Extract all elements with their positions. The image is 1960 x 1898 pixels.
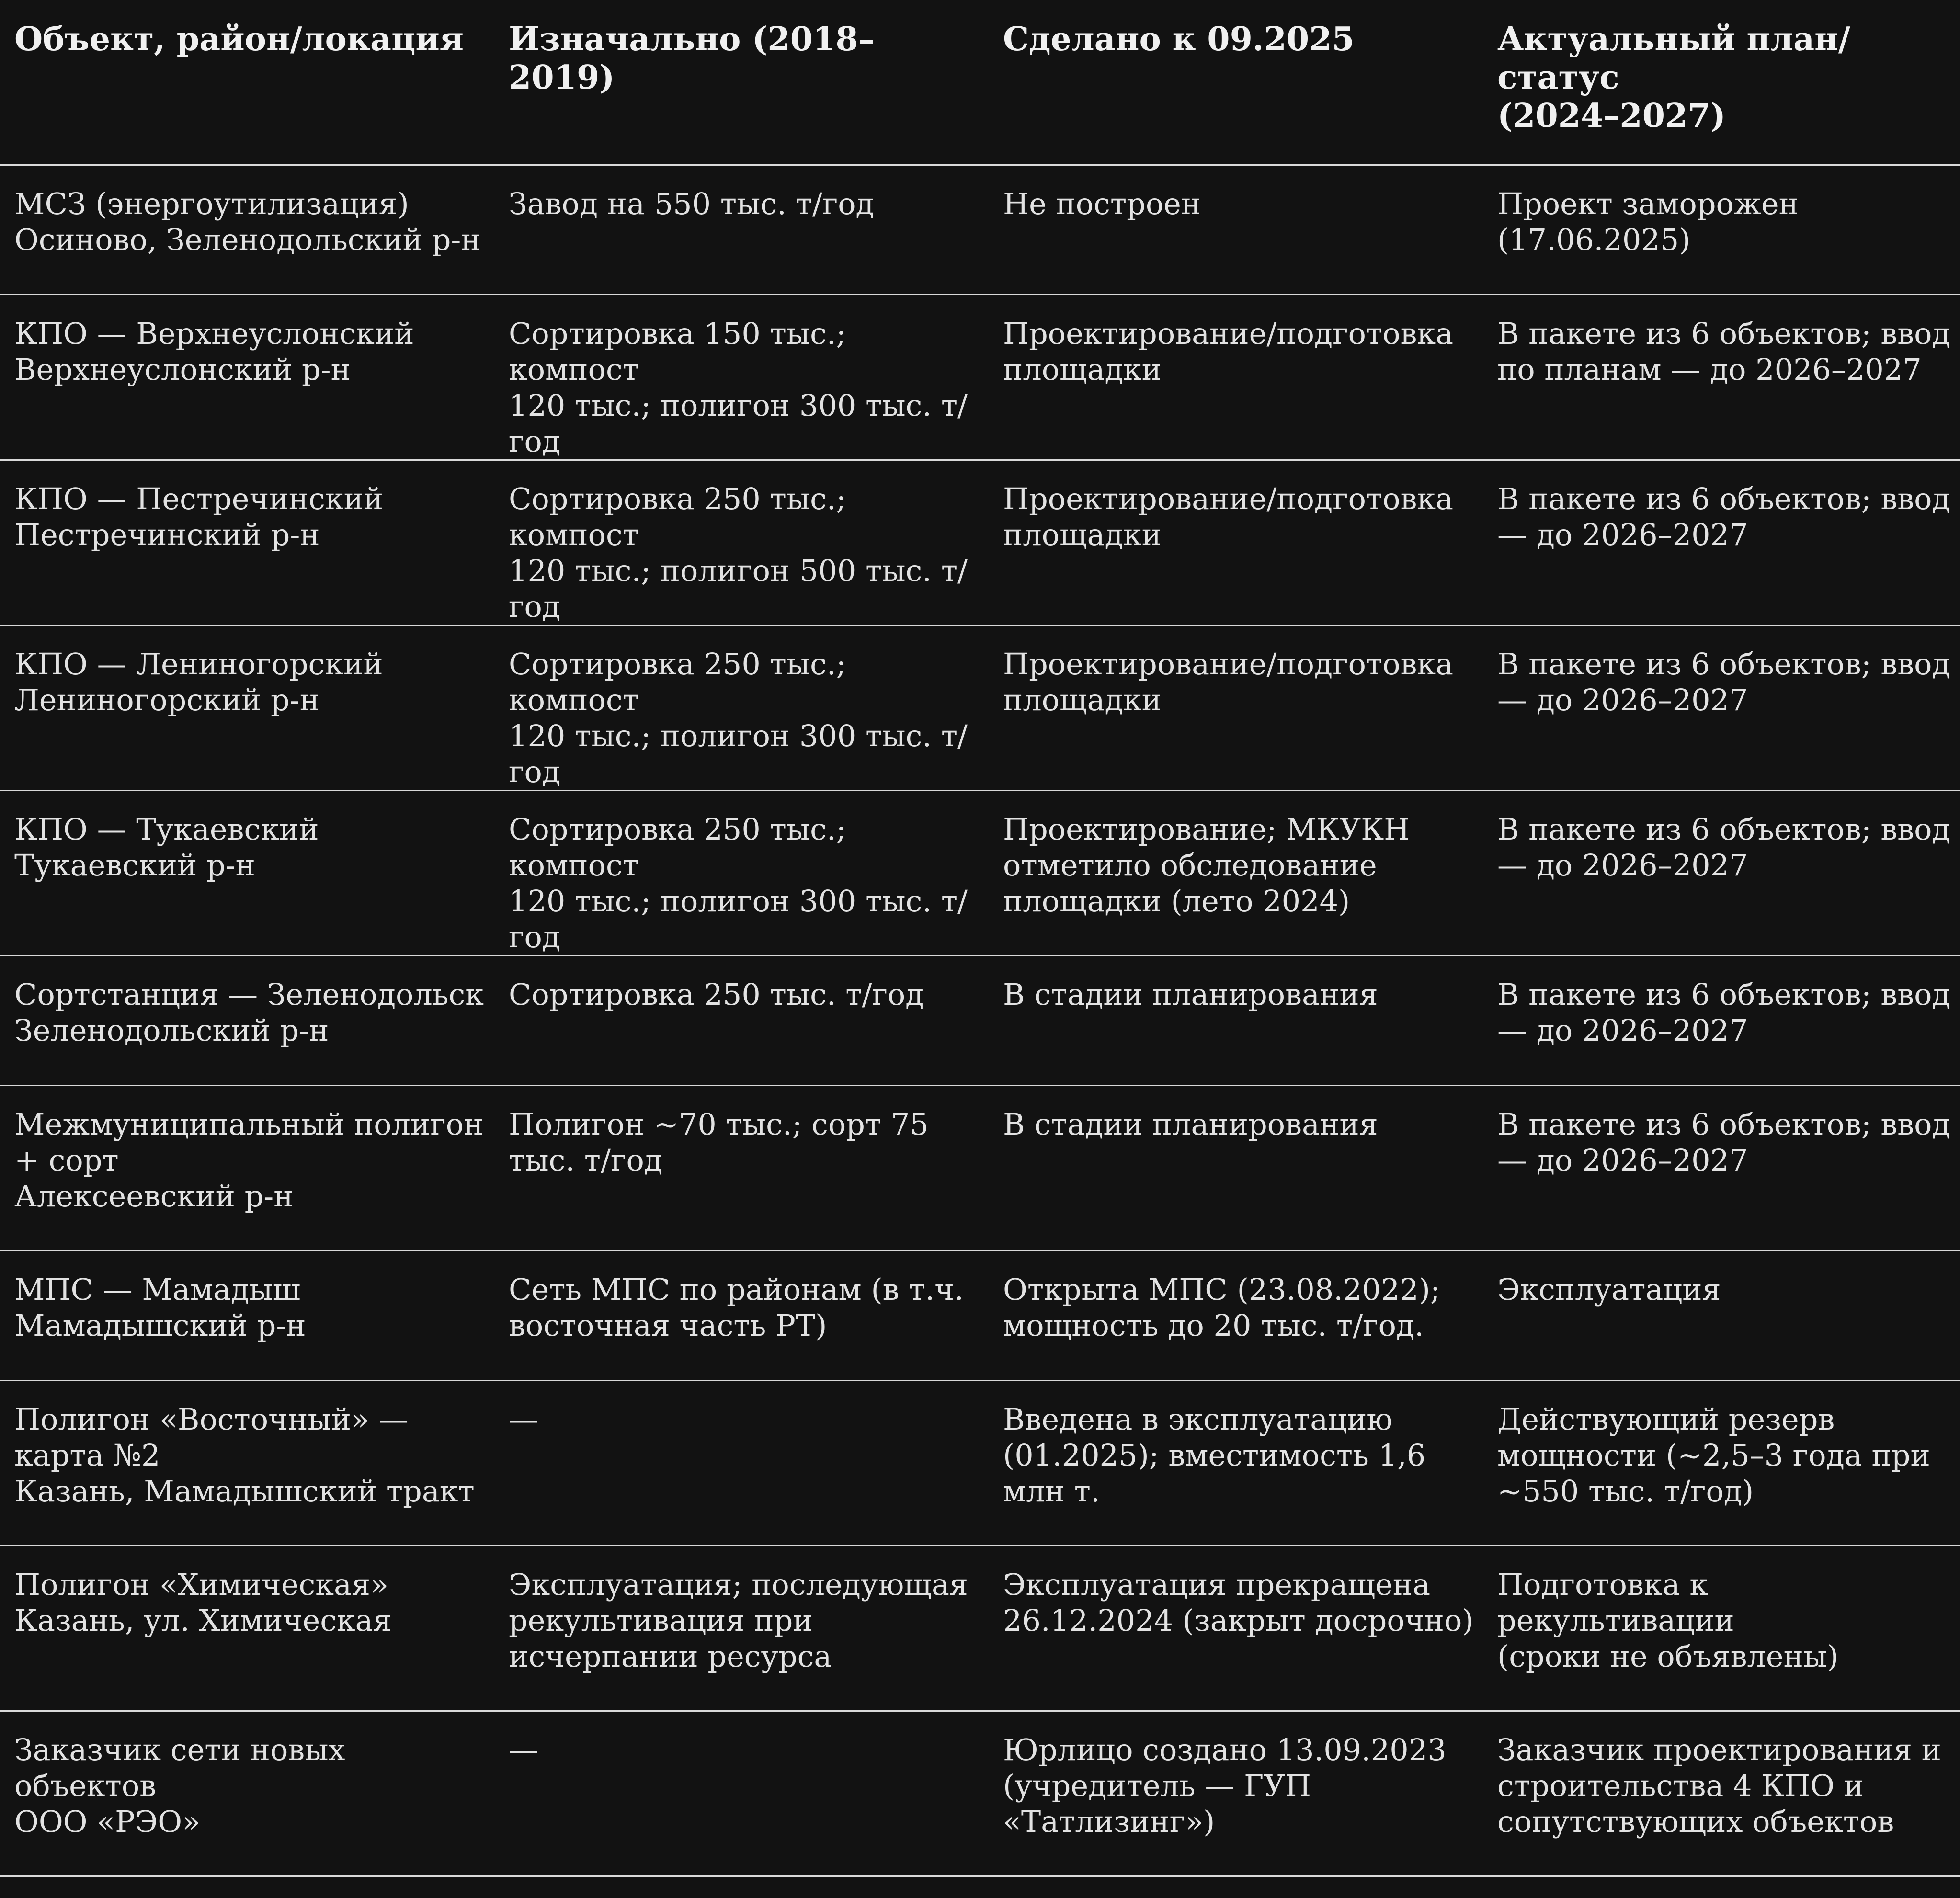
cell-object: МПС — Мамадыш Мамадышский р-н [14, 1272, 306, 1343]
cell-initial: Завод на 550 тыс. т/год [509, 186, 874, 221]
cell-done: Проектирование/подготовка площадки [1003, 316, 1454, 387]
table-row [0, 1086, 1960, 1251]
cell-done: Проектирование/подготовка площадки [1003, 481, 1454, 552]
cell-done: Юрлицо создано 13.09.2023 (учредитель — ГУП «Татлизинг») [1003, 1732, 1447, 1839]
table-row [0, 1251, 1960, 1381]
cell-done: Открыта МПС (23.08.2022); мощность до 20 тыс. т/год. [1003, 1272, 1440, 1343]
cell-object: КПО — Тукаевский Тукаевский р-н [14, 812, 319, 883]
cell-done: Введена в эксплуатацию (01.2025); вместимость 1,6 млн т. [1003, 1402, 1426, 1509]
cell-current-plan: Подготовка к рекультивации (сроки не объявлены) [1497, 1567, 1839, 1674]
header-initial: Изначально (2018– 2019) [509, 20, 875, 97]
cell-current-plan: В пакете из 6 объектов; ввод — до 2026–2027 [1497, 977, 1950, 1048]
cell-object: Заказчик сети новых объектов ООО «РЭО» [14, 1732, 345, 1839]
header-current-plan: Актуальный план/ статус (2024–2027) [1497, 20, 1850, 135]
cell-current-plan: В пакете из 6 объектов; ввод — до 2026–2027 [1497, 481, 1950, 552]
cell-initial: — [509, 1732, 538, 1767]
cell-object: КПО — Лениногорский Лениногорский р-н [14, 647, 383, 717]
table-row [0, 461, 1960, 626]
cell-object: МСЗ (энергоутилизация) Осиново, Зеленодольский р-н [14, 186, 481, 257]
cell-object: Межмуниципальный полигон + сорт Алексеевский р-н [14, 1107, 484, 1214]
cell-current-plan: В пакете из 6 объектов; ввод — до 2026–2027 [1497, 1107, 1950, 1178]
cell-done: Не построен [1003, 186, 1201, 221]
cell-done: Проектирование/подготовка площадки [1003, 647, 1454, 717]
cell-current-plan: Проект заморожен (17.06.2025) [1497, 186, 1799, 257]
cell-initial: Полигон ~70 тыс.; сорт 75 тыс. т/год [509, 1107, 929, 1178]
cell-object: Полигон «Восточный» — карта №2 Казань, Мамадышский тракт [14, 1402, 475, 1509]
cell-done: Проектирование; МКУКН отметило обследование площадки (лето 2024) [1003, 812, 1410, 919]
table-row [0, 1381, 1960, 1546]
header-done: Сделано к 09.2025 [1003, 20, 1355, 58]
cell-initial: Сортировка 150 тыс.; компост 120 тыс.; полигон 300 тыс. т/ год [509, 316, 968, 459]
cell-current-plan: В пакете из 6 объектов; ввод — до 2026–2027 [1497, 812, 1950, 883]
cell-initial: — [509, 1402, 538, 1437]
table-row [0, 1712, 1960, 1877]
cell-current-plan: Заказчик проектирования и строительства 4 КПО и сопутствующих объектов [1497, 1732, 1941, 1839]
cell-initial: Сортировка 250 тыс. т/год [509, 977, 924, 1012]
table-header [0, 0, 1960, 166]
table-row [0, 166, 1960, 295]
cell-done: Эксплуатация прекращена 26.12.2024 (закрыт досрочно) [1003, 1567, 1474, 1638]
cell-object: Полигон «Химическая» Казань, ул. Химическая [14, 1567, 392, 1638]
cell-initial: Сортировка 250 тыс.; компост 120 тыс.; полигон 300 тыс. т/ год [509, 647, 968, 789]
cell-done: В стадии планирования [1003, 1107, 1378, 1142]
table-row [0, 626, 1960, 791]
cell-done: В стадии планирования [1003, 977, 1378, 1012]
cell-object: КПО — Пестречинский Пестречинский р-н [14, 481, 384, 552]
cell-initial: Сеть МПС по районам (в т.ч. восточная часть РТ) [509, 1272, 964, 1343]
cell-current-plan: Эксплуатация [1497, 1272, 1721, 1307]
table-row [0, 956, 1960, 1086]
cell-object: Сортстанция — Зеленодольск Зеленодольский р-н [14, 977, 484, 1048]
cell-current-plan: Действующий резерв мощности (~2,5–3 года при ~550 тыс. т/год) [1497, 1402, 1930, 1509]
cell-current-plan: В пакете из 6 объектов; ввод по планам — до 2026–2027 [1497, 316, 1950, 387]
table-row [0, 1546, 1960, 1712]
cell-initial: Сортировка 250 тыс.; компост 120 тыс.; полигон 500 тыс. т/ год [509, 481, 968, 624]
cell-initial: Эксплуатация; последующая рекультивация при исчерпании ресурса [509, 1567, 969, 1674]
cell-object: КПО — Верхнеуслонский Верхнеуслонский р-н [14, 316, 414, 387]
header-object: Объект, район/локация [14, 20, 464, 58]
cell-initial: Сортировка 250 тыс.; компост 120 тыс.; полигон 300 тыс. т/ год [509, 812, 968, 955]
table-row [0, 791, 1960, 956]
cell-current-plan: В пакете из 6 объектов; ввод — до 2026–2027 [1497, 647, 1950, 717]
table-row [0, 295, 1960, 461]
